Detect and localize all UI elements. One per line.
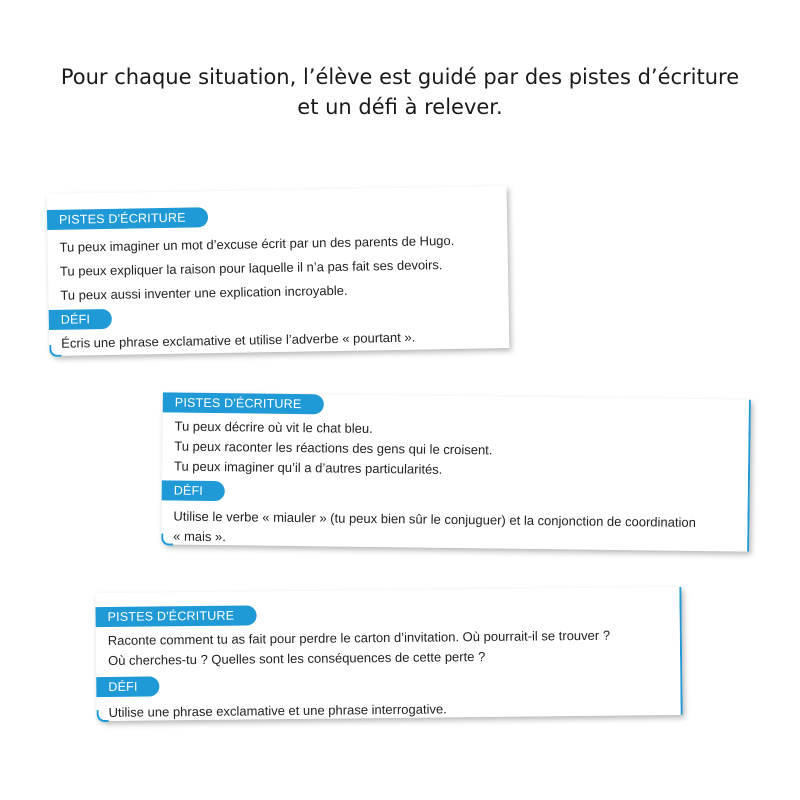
piste-line: Tu peux imaginer qu’il a d’autres particularités. (173, 458, 443, 477)
piste-line: Raconte comment tu as fait pour perdre le carton d’invitation. Où pourrait-il se trouver ? (107, 627, 611, 648)
defi-tag: DÉFI (162, 480, 226, 501)
defi-line: « mais ». (173, 528, 227, 545)
piste-line: Tu peux décrire où vit le chat bleu. (174, 418, 373, 436)
pistes-tag: PISTES D'ÉCRITURE (47, 207, 208, 230)
pistes-tag: PISTES D'ÉCRITURE (95, 605, 256, 627)
writing-card-3 (95, 587, 682, 721)
defi-line: Utilise une phrase exclamative et une phrase interrogative. (108, 701, 447, 720)
defi-line: Utilise le verbe « miauler » (tu peux bien sûr le conjuguer) et la conjonction de coordination (173, 508, 696, 530)
writing-card-1 (47, 186, 510, 356)
piste-line: Tu peux expliquer la raison pour laquelle il n’a pas fait ses devoirs. (59, 257, 443, 279)
piste-line: Tu peux imaginer un mot d’excuse écrit par un des parents de Hugo. (59, 232, 455, 255)
defi-line: Écris une phrase exclamative et utilise l’adverbe « pourtant ». (61, 329, 416, 351)
piste-line: Où cherches-tu ? Quelles sont les conséquences de cette perte ? (107, 648, 486, 668)
piste-line: Tu peux raconter les réactions des gens qui le croisent. (174, 438, 493, 458)
piste-line: Tu peux aussi inventer une explication incroyable. (60, 282, 348, 303)
heading-line-2: et un défi à relever. (297, 95, 503, 119)
pistes-tag: PISTES D'ÉCRITURE (163, 392, 324, 414)
heading-line-1: Pour chaque situation, l’élève est guidé par des pistes d’écriture (60, 65, 740, 89)
page-heading (0, 62, 800, 122)
writing-card-2 (161, 392, 751, 551)
defi-tag: DÉFI (96, 676, 159, 697)
defi-tag: DÉFI (49, 309, 113, 330)
